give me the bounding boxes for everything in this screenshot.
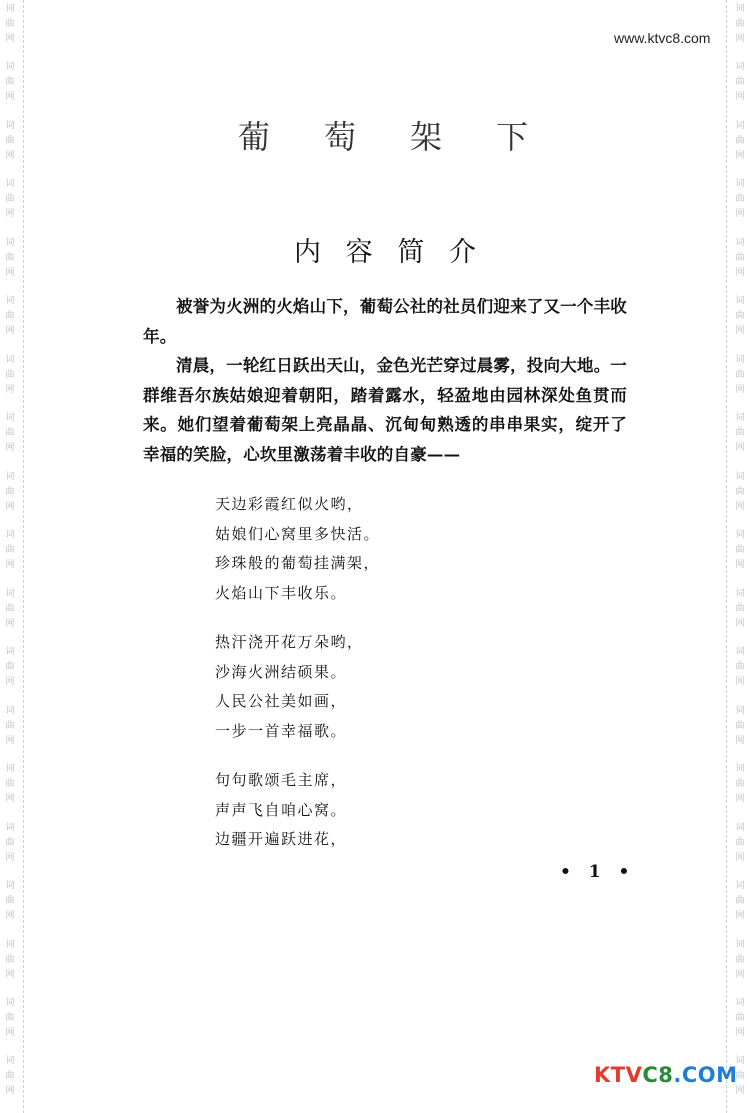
watermark-char: 曲	[735, 252, 745, 263]
watermark-char: 网	[735, 501, 745, 512]
watermark-char: 网	[5, 852, 15, 863]
watermark-char: 网	[735, 618, 745, 629]
watermark-char: 曲	[735, 954, 745, 965]
watermark-char: 曲	[735, 896, 745, 907]
watermark-char: 曲	[5, 135, 15, 146]
watermark-char: 曲	[735, 486, 745, 497]
watermark-char: 网	[5, 794, 15, 805]
watermark-group	[5, 1054, 14, 1112]
watermark-char: 词	[735, 997, 745, 1008]
poem-line: 声声飞自咱心窝。	[215, 800, 348, 819]
watermark-char: 曲	[5, 896, 15, 907]
watermark-char: 曲	[735, 720, 745, 731]
watermark-char: 曲	[5, 311, 15, 322]
synopsis-paragraph: 清晨，一轮红日跃出天山，金色光芒穿过晨雾，投向大地。一群维吾尔族姑娘迎着朝阳，踏着露水，轻盈地由园林深处鱼贯而来。她们望着葡萄架上亮晶晶、沉甸甸熟透的串串果实，绽开了幸福的笑脸，心坎里激荡着丰收的自豪——	[143, 356, 627, 464]
title-char: 架	[409, 118, 442, 156]
watermark-char: 词	[5, 4, 15, 14]
watermark-char: 词	[735, 764, 745, 775]
watermark-group	[735, 762, 744, 820]
poem-stanza	[215, 766, 380, 855]
watermark-group	[5, 996, 14, 1054]
brand-part-c8: C8	[642, 1063, 674, 1087]
heading-char: 内	[294, 237, 321, 268]
watermark-char: 词	[5, 939, 15, 950]
watermark-char: 词	[5, 179, 15, 190]
watermark-char: 网	[5, 677, 15, 688]
watermark-char: 网	[735, 150, 745, 161]
watermark-char: 词	[735, 822, 745, 833]
heading-char: 介	[448, 237, 476, 268]
watermark-char: 网	[5, 1027, 15, 1038]
watermark-char: 词	[735, 881, 745, 892]
watermark-char: 曲	[5, 720, 15, 731]
watermark-char: 词	[5, 997, 15, 1008]
watermark-char: 网	[735, 384, 745, 395]
watermark-char: 网	[735, 34, 745, 44]
watermark-group	[735, 645, 744, 703]
watermark-char: 词	[735, 588, 745, 599]
brand-part-com: .COM	[673, 1063, 738, 1087]
watermark-char: 词	[735, 647, 745, 658]
watermark-char: 曲	[5, 1012, 15, 1023]
watermark-group	[735, 821, 744, 879]
watermark-char: 词	[5, 120, 15, 131]
poem-line: 沙海火洲结硕果。	[215, 662, 348, 681]
watermark-char: 词	[5, 1056, 15, 1067]
watermark-char: 网	[5, 267, 15, 278]
site-url: www.ktvc8.com	[614, 30, 711, 46]
watermark-char: 网	[735, 911, 745, 922]
watermark-group	[735, 236, 744, 294]
watermark-char: 词	[735, 62, 745, 73]
watermark-char: 网	[735, 735, 745, 746]
watermark-group	[735, 704, 744, 762]
watermark-char: 词	[5, 822, 15, 833]
title-char: 葡	[238, 118, 271, 156]
watermark-char: 网	[5, 969, 15, 980]
watermark-char: 词	[5, 62, 15, 73]
watermark-group	[735, 119, 744, 177]
poem-line: 人民公社美如画，	[215, 692, 348, 710]
right-watermark-column	[730, 0, 750, 1113]
page-number: • 1 •	[560, 862, 636, 882]
watermark-char: 曲	[5, 779, 15, 790]
watermark-group	[5, 762, 14, 820]
watermark-char: 曲	[5, 486, 15, 497]
watermark-char: 曲	[735, 135, 745, 146]
watermark-char: 曲	[735, 194, 745, 205]
watermark-char: 词	[735, 179, 745, 190]
watermark-char: 词	[735, 705, 745, 716]
watermark-char: 词	[735, 471, 745, 482]
poem-line: 边疆开遍跃进花，	[215, 830, 348, 848]
heading-char: 简	[397, 237, 425, 268]
watermark-char: 曲	[735, 77, 745, 88]
watermark-char: 词	[735, 1056, 745, 1067]
watermark-group	[735, 2, 744, 60]
watermark-char: 曲	[735, 603, 745, 614]
watermark-char: 网	[735, 92, 745, 103]
watermark-group	[5, 294, 14, 352]
watermark-char: 词	[735, 237, 745, 248]
left-margin-rule	[23, 0, 24, 1113]
brand-part-ktv: KTV	[594, 1063, 643, 1087]
watermark-group	[5, 236, 14, 294]
watermark-group	[5, 119, 14, 177]
watermark-char: 网	[735, 267, 745, 278]
watermark-char: 网	[5, 560, 15, 571]
watermark-char: 曲	[5, 194, 15, 205]
watermark-char: 网	[5, 501, 15, 512]
watermark-group	[735, 587, 744, 645]
watermark-char: 词	[735, 120, 745, 131]
watermark-group	[5, 470, 14, 528]
watermark-char: 曲	[735, 19, 745, 29]
watermark-group	[735, 470, 744, 528]
poem-line: 一步一首幸福歌。	[215, 721, 348, 740]
watermark-char: 词	[735, 4, 745, 14]
brand-logo	[594, 1063, 738, 1087]
watermark-char: 词	[5, 881, 15, 892]
poem-line: 火焰山下丰收乐。	[215, 583, 348, 602]
watermark-group	[735, 938, 744, 996]
watermark-char: 曲	[735, 1071, 745, 1082]
watermark-char: 词	[5, 705, 15, 716]
synopsis-paragraph: 被誉为火洲的火焰山下，葡萄公社的社员们迎来了又一个丰收年。	[143, 297, 627, 346]
title-char: 萄	[323, 118, 356, 156]
watermark-char: 词	[5, 647, 15, 658]
watermark-group	[735, 294, 744, 352]
watermark-char: 网	[5, 384, 15, 395]
title-char: 下	[495, 118, 528, 156]
watermark-char: 曲	[5, 545, 15, 556]
watermark-char: 曲	[5, 1071, 15, 1082]
heading-char: 容	[345, 237, 373, 268]
watermark-group	[5, 587, 14, 645]
watermark-char: 网	[735, 794, 745, 805]
right-margin-rule	[726, 0, 727, 1113]
watermark-char: 曲	[5, 954, 15, 965]
watermark-char: 网	[5, 911, 15, 922]
watermark-char: 网	[5, 150, 15, 161]
watermark-char: 词	[5, 413, 15, 424]
watermark-char: 曲	[735, 311, 745, 322]
watermark-char: 词	[5, 296, 15, 307]
watermark-group	[735, 177, 744, 235]
watermark-char: 网	[735, 560, 745, 571]
watermark-char: 词	[735, 296, 745, 307]
watermark-char: 词	[5, 237, 15, 248]
lyrics-poem	[215, 490, 380, 875]
watermark-char: 网	[735, 1086, 745, 1097]
watermark-char: 词	[735, 530, 745, 541]
watermark-char: 网	[735, 1027, 745, 1038]
watermark-char: 网	[5, 326, 15, 337]
watermark-char: 网	[735, 677, 745, 688]
watermark-char: 网	[5, 443, 15, 454]
watermark-char: 曲	[735, 428, 745, 439]
watermark-char: 曲	[5, 662, 15, 673]
watermark-char: 网	[735, 209, 745, 220]
watermark-char: 网	[735, 852, 745, 863]
watermark-char: 词	[735, 354, 745, 365]
poem-line: 热汗浇开花万朵哟，	[215, 633, 364, 651]
watermark-char: 词	[5, 471, 15, 482]
watermark-char: 曲	[5, 252, 15, 263]
poem-line: 姑娘们心窝里多快活。	[215, 524, 381, 543]
watermark-group	[5, 938, 14, 996]
poem-line: 珍珠般的葡萄挂满架，	[215, 554, 381, 572]
watermark-char: 词	[5, 530, 15, 541]
watermark-char: 词	[5, 588, 15, 599]
watermark-char: 曲	[735, 779, 745, 790]
poem-stanza	[215, 628, 380, 746]
watermark-group	[5, 879, 14, 937]
section-heading	[294, 230, 476, 269]
poem-stanza	[215, 490, 380, 608]
watermark-char: 网	[735, 969, 745, 980]
watermark-group	[5, 528, 14, 586]
watermark-char: 网	[5, 34, 15, 44]
watermark-char: 网	[5, 735, 15, 746]
watermark-char: 词	[5, 764, 15, 775]
poem-line: 句句歌颂毛主席，	[215, 771, 348, 789]
watermark-group	[5, 411, 14, 469]
watermark-char: 曲	[5, 428, 15, 439]
watermark-group	[735, 411, 744, 469]
watermark-char: 网	[735, 443, 745, 454]
poem-line: 天边彩霞红似火哟，	[215, 495, 364, 513]
watermark-group	[5, 353, 14, 411]
watermark-char: 曲	[735, 662, 745, 673]
watermark-char: 词	[735, 939, 745, 950]
watermark-group	[5, 645, 14, 703]
watermark-group	[735, 879, 744, 937]
watermark-group	[735, 353, 744, 411]
watermark-char: 曲	[735, 545, 745, 556]
watermark-char: 曲	[5, 603, 15, 614]
watermark-char: 网	[5, 209, 15, 220]
left-watermark-column	[0, 0, 20, 1113]
watermark-char: 网	[5, 92, 15, 103]
watermark-group	[5, 177, 14, 235]
watermark-group	[5, 60, 14, 118]
watermark-group	[735, 60, 744, 118]
watermark-char: 曲	[5, 369, 15, 380]
watermark-char: 曲	[5, 19, 15, 29]
watermark-group	[735, 528, 744, 586]
watermark-char: 曲	[735, 837, 745, 848]
watermark-group	[735, 996, 744, 1054]
watermark-char: 曲	[735, 369, 745, 380]
watermark-char: 曲	[5, 837, 15, 848]
watermark-char: 网	[5, 1086, 15, 1097]
watermark-char: 曲	[5, 77, 15, 88]
watermark-group	[5, 704, 14, 762]
watermark-char: 词	[5, 354, 15, 365]
watermark-group	[5, 2, 14, 60]
synopsis-text	[143, 292, 627, 469]
page-title	[238, 112, 528, 158]
watermark-char: 曲	[735, 1012, 745, 1023]
watermark-char: 网	[735, 326, 745, 337]
watermark-char: 网	[5, 618, 15, 629]
watermark-char: 词	[735, 413, 745, 424]
watermark-group	[5, 821, 14, 879]
